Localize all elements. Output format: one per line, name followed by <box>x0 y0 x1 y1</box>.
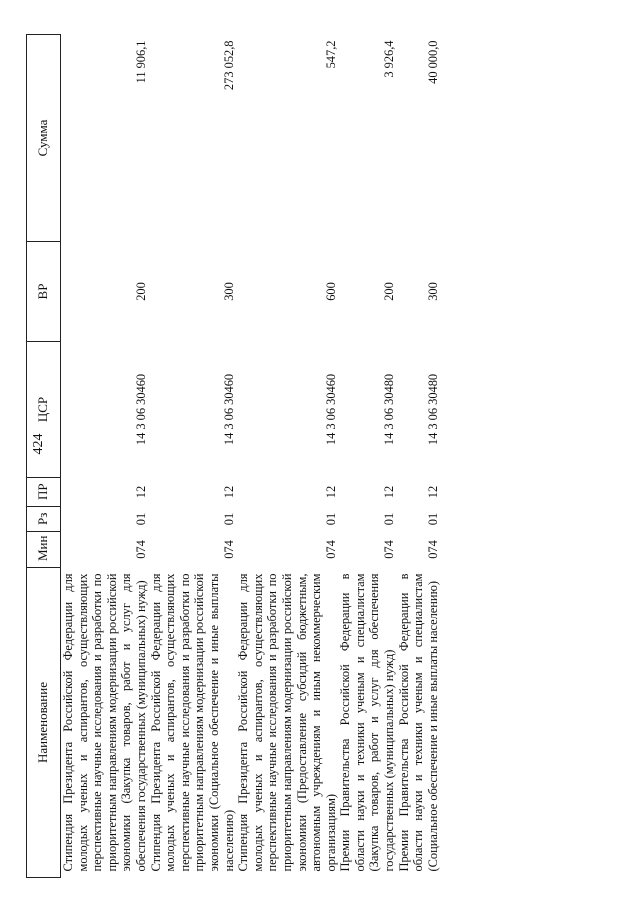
page-number: 424 <box>31 433 46 455</box>
row-pr: 12 <box>382 485 397 499</box>
row-pr: 12 <box>425 485 440 499</box>
header-min: Мин <box>27 532 61 568</box>
row-name: Стипендия Президента Российской Федерации для молодых ученых и аспирантов, осуществляющих перспективные научные исследования и разработки по приоритетным направлениям модернизации российской экономики (Закупка товаров, работ и услуг для обеспечения государственных (муниципальных) нужд) <box>61 573 148 872</box>
table-body <box>61 35 441 878</box>
row-pr: 12 <box>133 485 148 499</box>
row-sum: 40 000,0 <box>425 40 440 84</box>
header-pr: ПР <box>27 478 61 507</box>
row-min: 074 <box>221 540 236 559</box>
row-name: Премии Правительства Российской Федерации в области науки и техники ученым и специалистам (Закупка товаров, работ и услуг для обеспечения государственных (муниципальных) нужд) <box>338 573 397 872</box>
row-pr: 12 <box>323 485 338 499</box>
row-pr: 12 <box>221 485 236 499</box>
table-row <box>236 35 338 878</box>
budget-table <box>26 34 440 878</box>
row-rz: 01 <box>133 512 148 526</box>
header-row <box>27 35 61 878</box>
row-csr: 14 3 06 30480 <box>382 373 397 446</box>
row-rz: 01 <box>425 512 440 526</box>
row-sum: 11 906,1 <box>133 40 148 84</box>
row-min: 074 <box>425 540 440 559</box>
row-rz: 01 <box>382 512 397 526</box>
row-csr: 14 3 06 30460 <box>221 373 236 446</box>
header-sum: Сумма <box>27 35 61 242</box>
row-vr: 300 <box>221 282 236 301</box>
row-rz: 01 <box>323 512 338 526</box>
row-csr: 14 3 06 30460 <box>323 373 338 446</box>
row-sum: 273 052,8 <box>221 40 236 91</box>
row-vr: 200 <box>133 282 148 301</box>
rotated-budget-table <box>26 35 609 878</box>
row-name: Стипендия Президента Российской Федерации для молодых ученых и аспирантов, осуществляющих перспективные научные исследования и разработки по приоритетным направлениям модернизации российской экономики (Предоставление субсидий бюджетным, автономным учреждениям и иным некоммерческим организациям) <box>236 573 338 872</box>
row-csr: 14 3 06 30480 <box>425 373 440 446</box>
row-min: 074 <box>133 540 148 559</box>
header-rz: Рз <box>27 507 61 532</box>
header-csr: ЦСР <box>27 342 61 478</box>
table-row <box>338 35 396 878</box>
table-header <box>27 35 61 878</box>
row-vr: 600 <box>323 282 338 301</box>
header-name: Наименование <box>27 568 61 878</box>
row-csr: 14 3 06 30460 <box>133 373 148 446</box>
row-vr: 200 <box>382 282 397 301</box>
header-vr: ВР <box>27 242 61 342</box>
row-sum: 3 926,4 <box>382 40 397 78</box>
row-sum: 547,2 <box>323 40 338 69</box>
table-row <box>149 35 237 878</box>
row-min: 074 <box>323 540 338 559</box>
row-name: Премии Правительства Российской Федерации в области науки и техники ученым и специалистам (Социальное обеспечение и иные выплаты населению) <box>396 573 440 872</box>
row-name: Стипендия Президента Российской Федерации для молодых ученых и аспирантов, осуществляющих перспективные научные исследования и разработки по приоритетным направлениям модернизации российской экономики (Социальное обеспечение и иные выплаты населению) <box>148 573 236 872</box>
table-row <box>61 35 149 878</box>
row-rz: 01 <box>221 512 236 526</box>
row-min: 074 <box>382 540 397 559</box>
row-vr: 300 <box>425 282 440 301</box>
table-row <box>397 35 441 878</box>
